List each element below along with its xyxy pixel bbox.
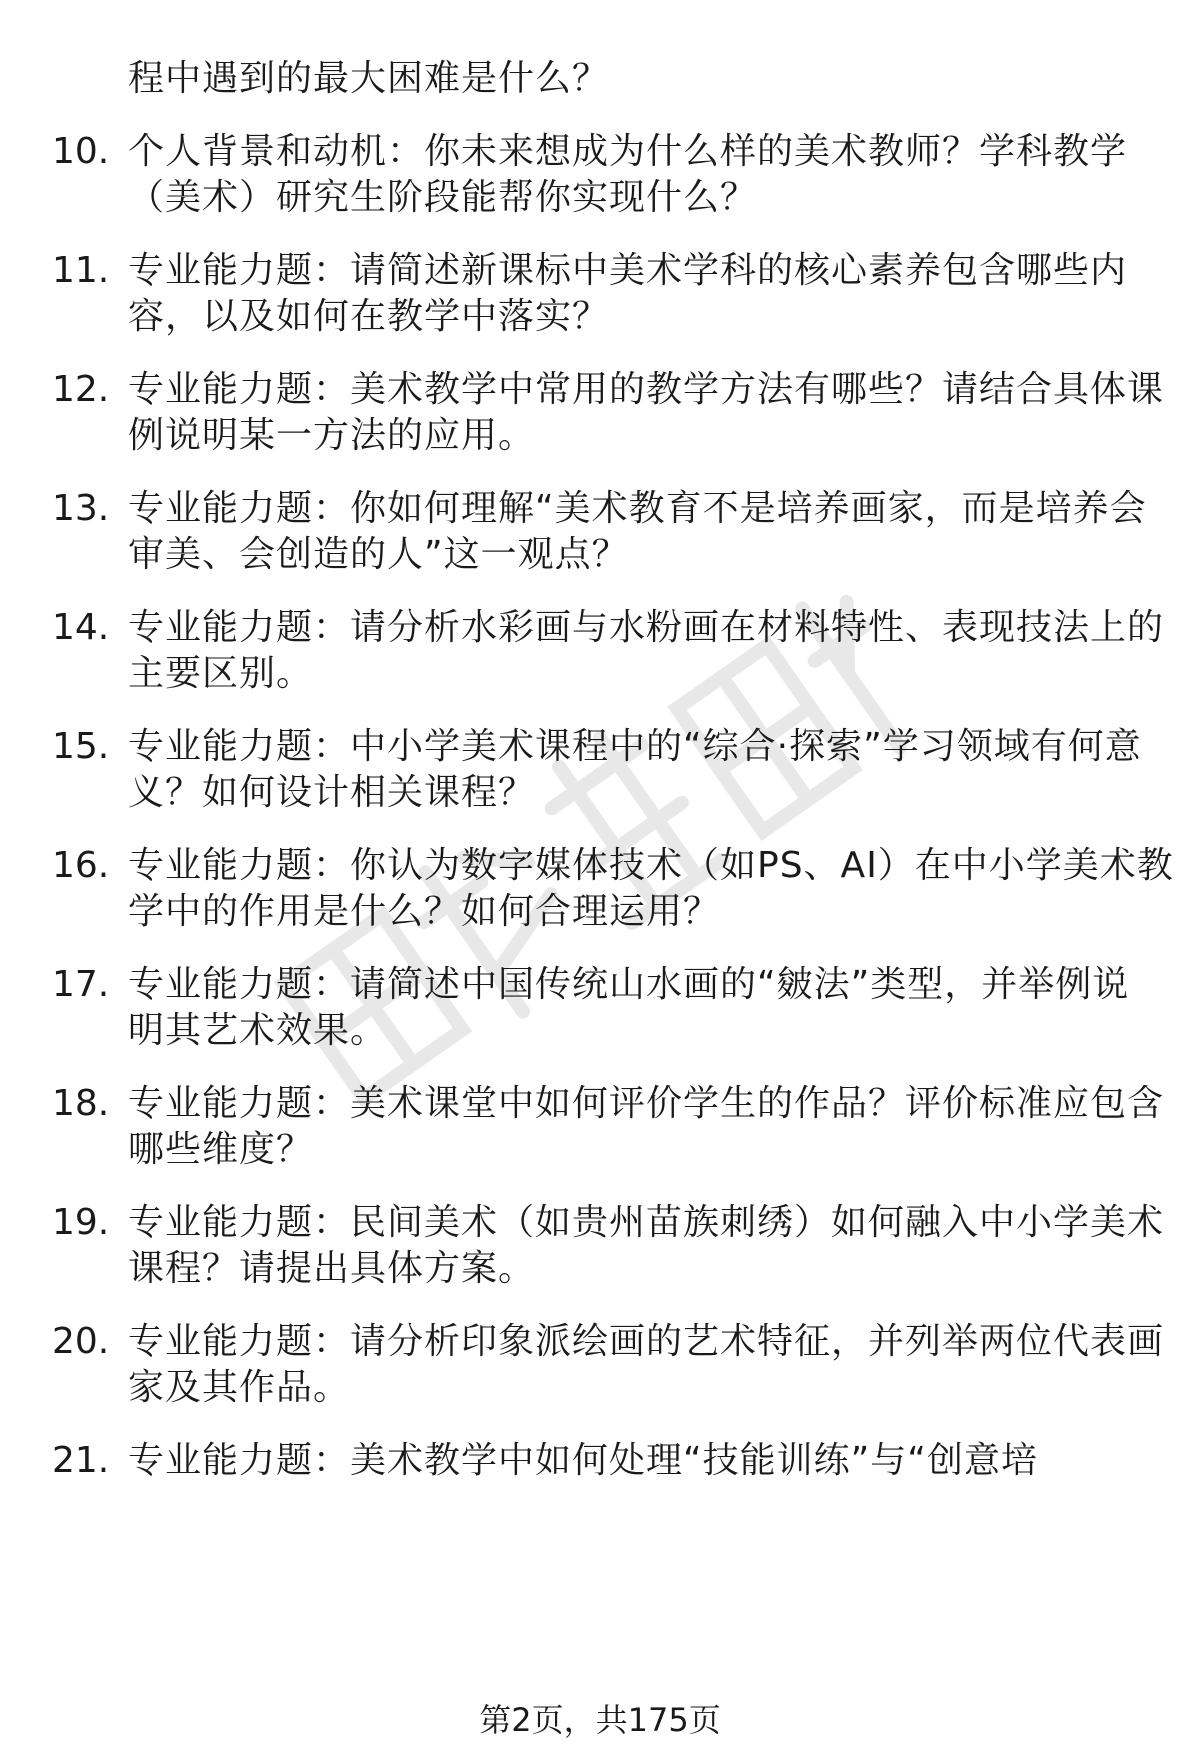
list-item-line: 审美、会创造的人”这一观点？ [128, 534, 629, 575]
list-item-line: 课程？请提出具体方案。 [128, 1248, 536, 1289]
list-item-line: 专业能力题：请简述新课标中美术学科的核心素养包含哪些内 [128, 250, 1128, 291]
list-item-line: 专业能力题：请简述中国传统山水画的“皴法”类型，并举例说 [128, 964, 1130, 1005]
list-item-line: 学中的作用是什么？如何合理运用？ [128, 891, 721, 932]
list-item-line: 主要区别。 [128, 653, 314, 694]
page-number-footer: 第2页，共175页 [479, 1701, 721, 1739]
list-item-number: 10. [52, 131, 110, 172]
list-item-number: 18. [52, 1083, 110, 1124]
list-item-line: 家及其作品。 [128, 1367, 351, 1408]
list-item-continuation-line: 程中遇到的最大困难是什么？ [128, 58, 610, 99]
list-item-number: 14. [52, 607, 110, 648]
list-item-line: 专业能力题：请分析印象派绘画的艺术特征，并列举两位代表画 [128, 1321, 1165, 1362]
list-item-line: （美术）研究生阶段能帮你实现什么？ [128, 177, 758, 218]
list-item-number: 11. [52, 250, 110, 291]
list-item-number: 17. [52, 964, 110, 1005]
list-item-number: 21. [52, 1440, 110, 1481]
list-item-line: 明其艺术效果。 [128, 1010, 388, 1051]
list-item-line: 专业能力题：美术教学中常用的教学方法有哪些？请结合具体课 [128, 369, 1165, 410]
list-item-number: 16. [52, 845, 110, 886]
list-item-number: 20. [52, 1321, 110, 1362]
list-item-number: 12. [52, 369, 110, 410]
list-item-line: 哪些维度？ [128, 1129, 314, 1170]
list-item-line: 专业能力题：请分析水彩画与水粉画在材料特性、表现技法上的 [128, 607, 1165, 648]
list-item-number: 19. [52, 1202, 110, 1243]
list-item-line: 专业能力题：你认为数字媒体技术（如PS、AI）在中小学美术教 [128, 845, 1174, 886]
list-item-line: 专业能力题：美术教学中如何处理“技能训练”与“创意培 [128, 1440, 1038, 1481]
list-item-line: 义？如何设计相关课程？ [128, 772, 536, 813]
list-item-number: 15. [52, 726, 110, 767]
list-item-number: 13. [52, 488, 110, 529]
list-item-line: 例说明某一方法的应用。 [128, 415, 536, 456]
list-item-line: 专业能力题：民间美术（如贵州苗族刺绣）如何融入中小学美术 [128, 1202, 1165, 1243]
list-item-line: 个人背景和动机：你未来想成为什么样的美术教师？学科教学 [128, 131, 1128, 172]
list-item-line: 专业能力题：美术课堂中如何评价学生的作品？评价标准应包含 [128, 1083, 1165, 1124]
list-item-line: 容，以及如何在教学中落实？ [128, 296, 610, 337]
list-item-line: 专业能力题：你如何理解“美术教育不是培养画家，而是培养会 [128, 488, 1147, 529]
list-item-line: 专业能力题：中小学美术课程中的“综合·探索”学习领域有何意 [128, 726, 1142, 767]
